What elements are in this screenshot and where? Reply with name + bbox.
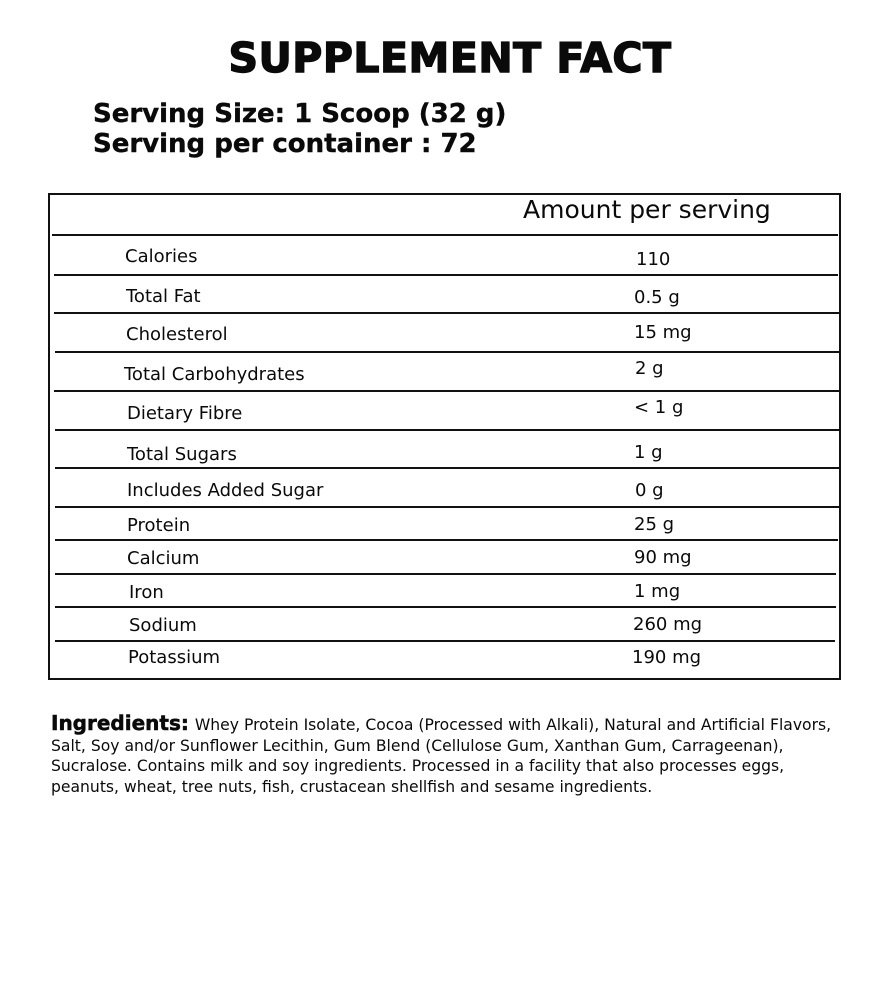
- nutrient-value: < 1 g: [634, 397, 684, 418]
- nutrient-value: 1 mg: [634, 581, 681, 602]
- row-divider: [55, 606, 836, 608]
- nutrient-name: Includes Added Sugar: [127, 480, 324, 501]
- nutrient-name: Cholesterol: [126, 324, 228, 345]
- nutrient-name: Protein: [127, 515, 191, 536]
- row-divider: [54, 312, 839, 314]
- nutrient-value: 1 g: [634, 442, 663, 463]
- row-divider: [54, 390, 839, 392]
- nutrient-value: 190 mg: [632, 647, 702, 668]
- ingredients-text: Whey Protein Isolate, Cocoa (Processed with Alkali), Natural and Artificial Flavors, Salt, Soy and/or Sunflower Lecithin, Gum Blend (Cellulose Gum, Xanthan Gum, Carrageenan), Sucralose. Contains milk and soy ingredients. Processed in a facility that also processes eggs, peanuts, wheat, tree nuts, fish, crustacean shellfish and sesame ingredients.: [51, 716, 832, 796]
- nutrient-value: 0 g: [635, 480, 664, 501]
- row-divider: [54, 274, 838, 276]
- nutrient-value: 25 g: [634, 514, 675, 535]
- row-divider: [55, 429, 839, 431]
- row-divider: [55, 573, 836, 575]
- nutrient-name: Total Carbohydrates: [124, 364, 305, 385]
- row-divider: [52, 234, 838, 236]
- page-title: SUPPLEMENT FACT: [228, 34, 672, 82]
- nutrient-name: Total Fat: [126, 286, 201, 307]
- amount-per-serving-header: Amount per serving: [523, 195, 771, 224]
- nutrient-name: Potassium: [128, 647, 221, 668]
- nutrient-value: 110: [636, 249, 671, 270]
- nutrient-value: 15 mg: [634, 322, 692, 343]
- nutrient-name: Calcium: [127, 548, 200, 569]
- nutrient-value: 0.5 g: [634, 287, 680, 308]
- nutrient-value: 2 g: [635, 358, 664, 379]
- nutrient-name: Sodium: [129, 615, 197, 636]
- serving-size: Serving Size: 1 Scoop (32 g): [93, 99, 507, 129]
- nutrient-name: Calories: [125, 246, 198, 267]
- nutrient-value: 260 mg: [633, 614, 703, 635]
- supplement-facts-table: [48, 193, 841, 680]
- nutrient-name: Iron: [129, 582, 164, 603]
- row-divider: [55, 506, 839, 508]
- row-divider: [55, 467, 839, 469]
- ingredients-label: Ingredients:: [51, 711, 189, 735]
- row-divider: [55, 539, 838, 541]
- nutrient-name: Dietary Fibre: [127, 403, 243, 424]
- serving-per-container: Serving per container : 72: [93, 129, 477, 159]
- ingredients-section: [51, 713, 841, 797]
- nutrient-value: 90 mg: [634, 547, 692, 568]
- row-divider: [55, 351, 839, 353]
- row-divider: [55, 640, 835, 642]
- nutrient-name: Total Sugars: [127, 444, 237, 465]
